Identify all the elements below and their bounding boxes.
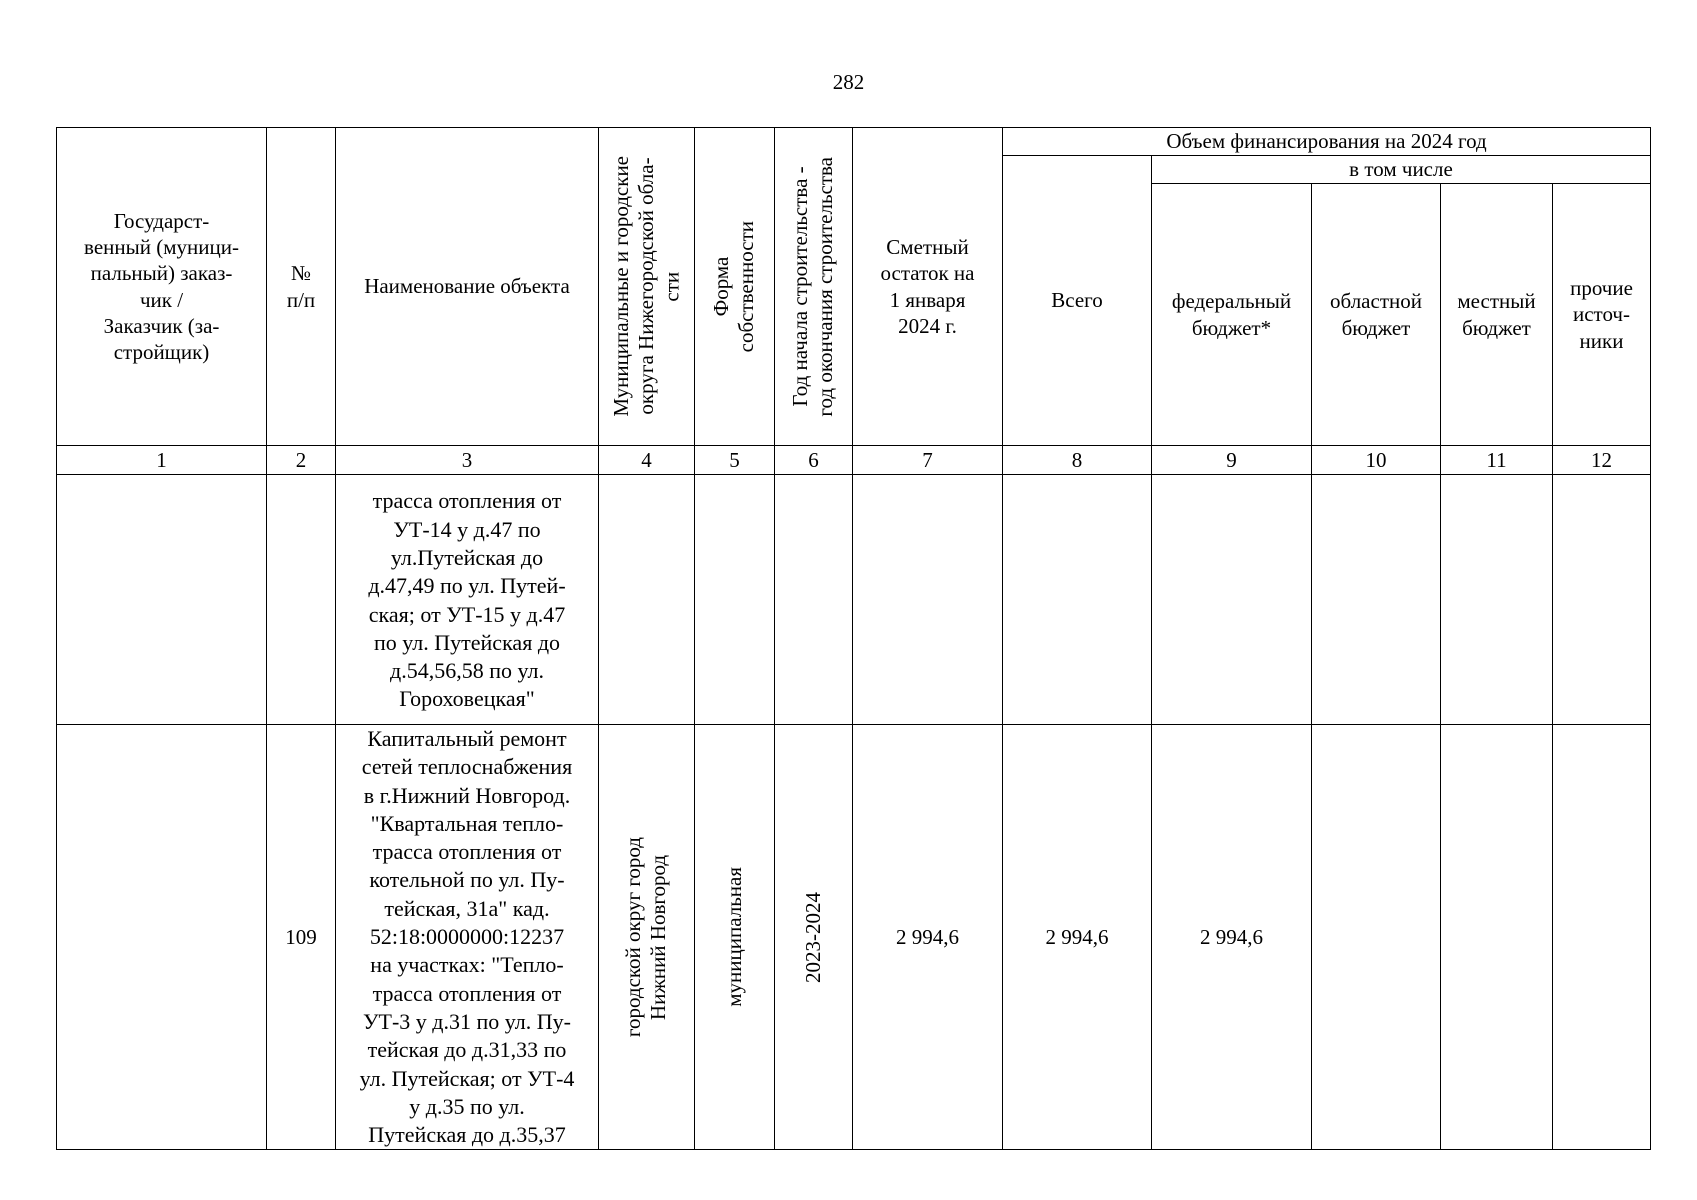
column-number: 6: [775, 446, 853, 475]
header-municipality: Муниципальные и городские округа Нижегородской обла- сти: [599, 128, 695, 446]
header-local: местный бюджет: [1441, 184, 1553, 446]
cell-object-name: трасса отопления от УТ-14 у д.47 по ул.Путейская до д.47,49 по ул. Путей- ская; от УТ-15 у д.47 по ул. Путейская до д.54,56,58 по ул. Гороховецкая": [336, 475, 599, 725]
cell-years: [775, 475, 853, 725]
column-number: 10: [1312, 446, 1441, 475]
column-number: 2: [267, 446, 336, 475]
cell-other: [1553, 725, 1651, 1150]
column-number: 7: [853, 446, 1003, 475]
cell-ownership: [695, 475, 775, 725]
cell-total: [1003, 475, 1152, 725]
cell-object-name: Капитальный ремонт сетей теплоснабжения в г.Нижний Новгород. "Квартальная тепло- трасса отопления от котельной по ул. Пу- тейская, 31а" кад. 52:18:0000000:12237 на участках: "Тепло- трасса отопления от УТ-3 у д.31 по ул. Пу- тейская до д.31,33 по ул. Путейская; от УТ-4 у д.35 по ул. Путейская до д.35,37: [336, 725, 599, 1150]
column-number: 9: [1152, 446, 1312, 475]
cell-years: 2023-2024: [775, 725, 853, 1150]
header-row-top: [57, 128, 1651, 156]
cell-total: 2 994,6: [1003, 725, 1152, 1150]
column-number: 1: [57, 446, 267, 475]
cell-customer: [57, 475, 267, 725]
cell-number: [267, 475, 336, 725]
cell-municipality: городской округ город Нижний Новгород: [599, 725, 695, 1150]
column-number: 12: [1553, 446, 1651, 475]
header-including: в том числе: [1152, 156, 1651, 184]
cell-local: [1441, 725, 1553, 1150]
column-number: 3: [336, 446, 599, 475]
cell-regional: [1312, 475, 1441, 725]
cell-other: [1553, 475, 1651, 725]
column-number: 11: [1441, 446, 1553, 475]
cell-regional: [1312, 725, 1441, 1150]
cell-customer: [57, 725, 267, 1150]
cell-federal: 2 994,6: [1152, 725, 1312, 1150]
cell-number: 109: [267, 725, 336, 1150]
header-federal: федеральный бюджет*: [1152, 184, 1312, 446]
page-number: 282: [832, 70, 865, 94]
cell-estimate-remainder: 2 994,6: [853, 725, 1003, 1150]
header-object-name: Наименование объекта: [336, 128, 599, 446]
header-other: прочие источ- ники: [1553, 184, 1651, 446]
column-number: 4: [599, 446, 695, 475]
header-years: Год начала строительства - год окончания строительства: [775, 128, 853, 446]
cell-estimate-remainder: [853, 475, 1003, 725]
column-number-row: [57, 446, 1651, 475]
header-customer: Государст- венный (муници- пальный) заказ- чик / Заказчик (за- стройщик): [57, 128, 267, 446]
header-total: Всего: [1003, 156, 1152, 446]
cell-ownership: муниципальная: [695, 725, 775, 1150]
cell-federal: [1152, 475, 1312, 725]
header-estimate-remainder: Сметный остаток на 1 января 2024 г.: [853, 128, 1003, 446]
header-number: № п/п: [267, 128, 336, 446]
column-number: 5: [695, 446, 775, 475]
column-number: 8: [1003, 446, 1152, 475]
table-row: [57, 475, 1651, 725]
header-financing-2024: Объем финансирования на 2024 год: [1003, 128, 1651, 156]
table-row: [57, 725, 1651, 1150]
cell-local: [1441, 475, 1553, 725]
cell-municipality: [599, 475, 695, 725]
header-regional: областной бюджет: [1312, 184, 1441, 446]
financing-table: [56, 127, 1651, 1150]
header-ownership: Форма собственности: [695, 128, 775, 446]
